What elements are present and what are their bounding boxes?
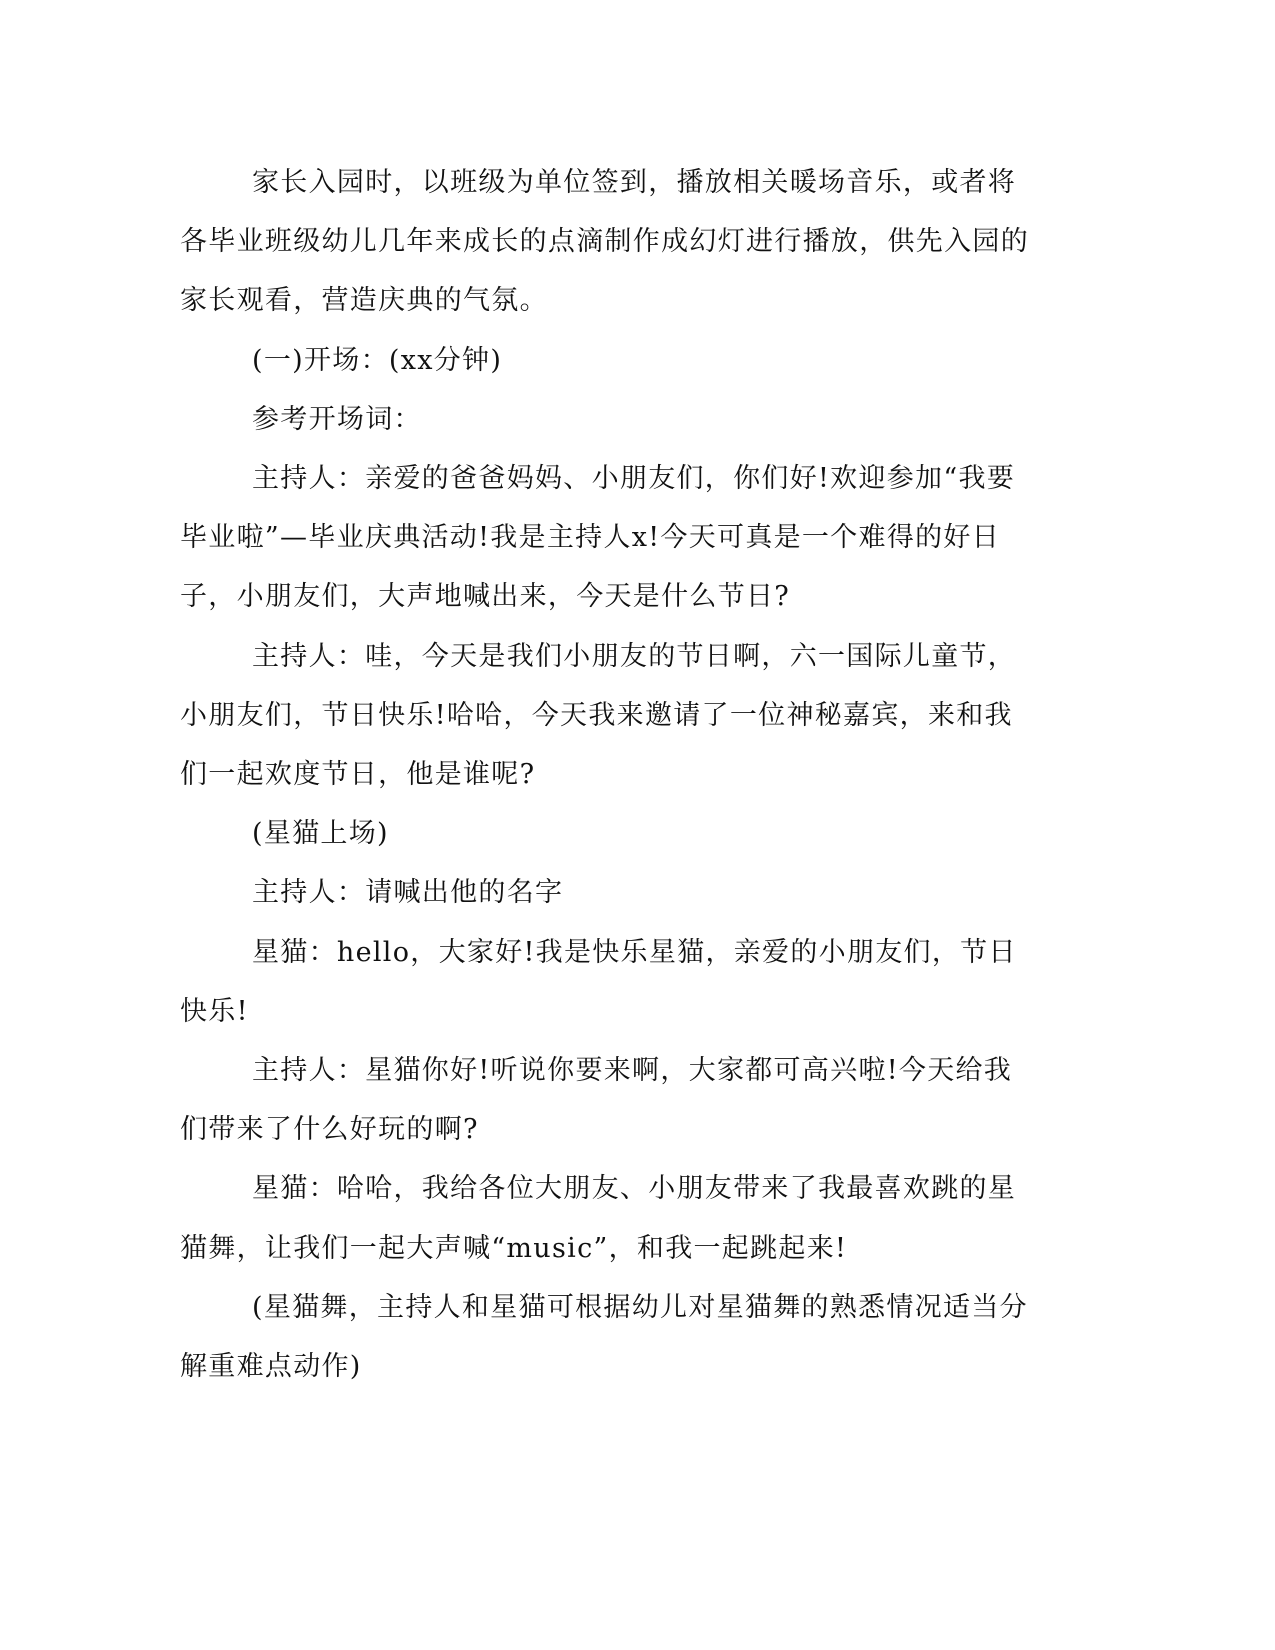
paragraph-star-cat-dance: 星猫：哈哈，我给各位大朋友、小朋友带来了我最喜欢跳的星猫舞，让我们一起大声喊“music”，和我一起跳起来! — [180, 1173, 1017, 1264]
paragraph-arrival: 家长入园时，以班级为单位签到，播放相关暖场音乐，或者将各毕业班级幼儿几年来成长的点滴制作成幻灯进行播放，供先入园的家长观看，营造庆典的气氛。 — [180, 167, 1029, 317]
paragraph-opening-speech-label: 参考开场词： — [252, 403, 422, 435]
paragraph-opening-heading: (一)开场：(xx分钟) — [252, 344, 503, 376]
document-body — [180, 153, 1030, 1396]
paragraph-host-childrens-day: 主持人：哇，今天是我们小朋友的节日啊，六一国际儿童节，小朋友们，节日快乐!哈哈，今天我来邀请了一位神秘嘉宾，来和我们一起欢度节日，他是谁呢? — [180, 640, 1017, 791]
paragraph-dance-note: (星猫舞，主持人和星猫可根据幼儿对星猫舞的熟悉情况适当分解重难点动作) — [180, 1291, 1028, 1383]
paragraph-host-greets-star-cat: 主持人：星猫你好!听说你要来啊，大家都可高兴啦!今天给我们带来了什么好玩的啊? — [180, 1055, 1013, 1146]
paragraph-host-call-name: 主持人：请喊出他的名字 — [252, 877, 564, 909]
paragraph-star-cat-enters: (星猫上场) — [252, 818, 389, 850]
paragraph-host-welcome: 主持人：亲爱的爸爸妈妈、小朋友们，你们好!欢迎参加“我要毕业啦”—毕业庆典活动!我是主持人x!今天可真是一个难得的好日子，小朋友们，大声地喊出来，今天是什么节日? — [180, 463, 1016, 613]
paragraph-star-cat-hello: 星猫：hello，大家好!我是快乐星猫，亲爱的小朋友们，节日快乐! — [180, 936, 1017, 1027]
